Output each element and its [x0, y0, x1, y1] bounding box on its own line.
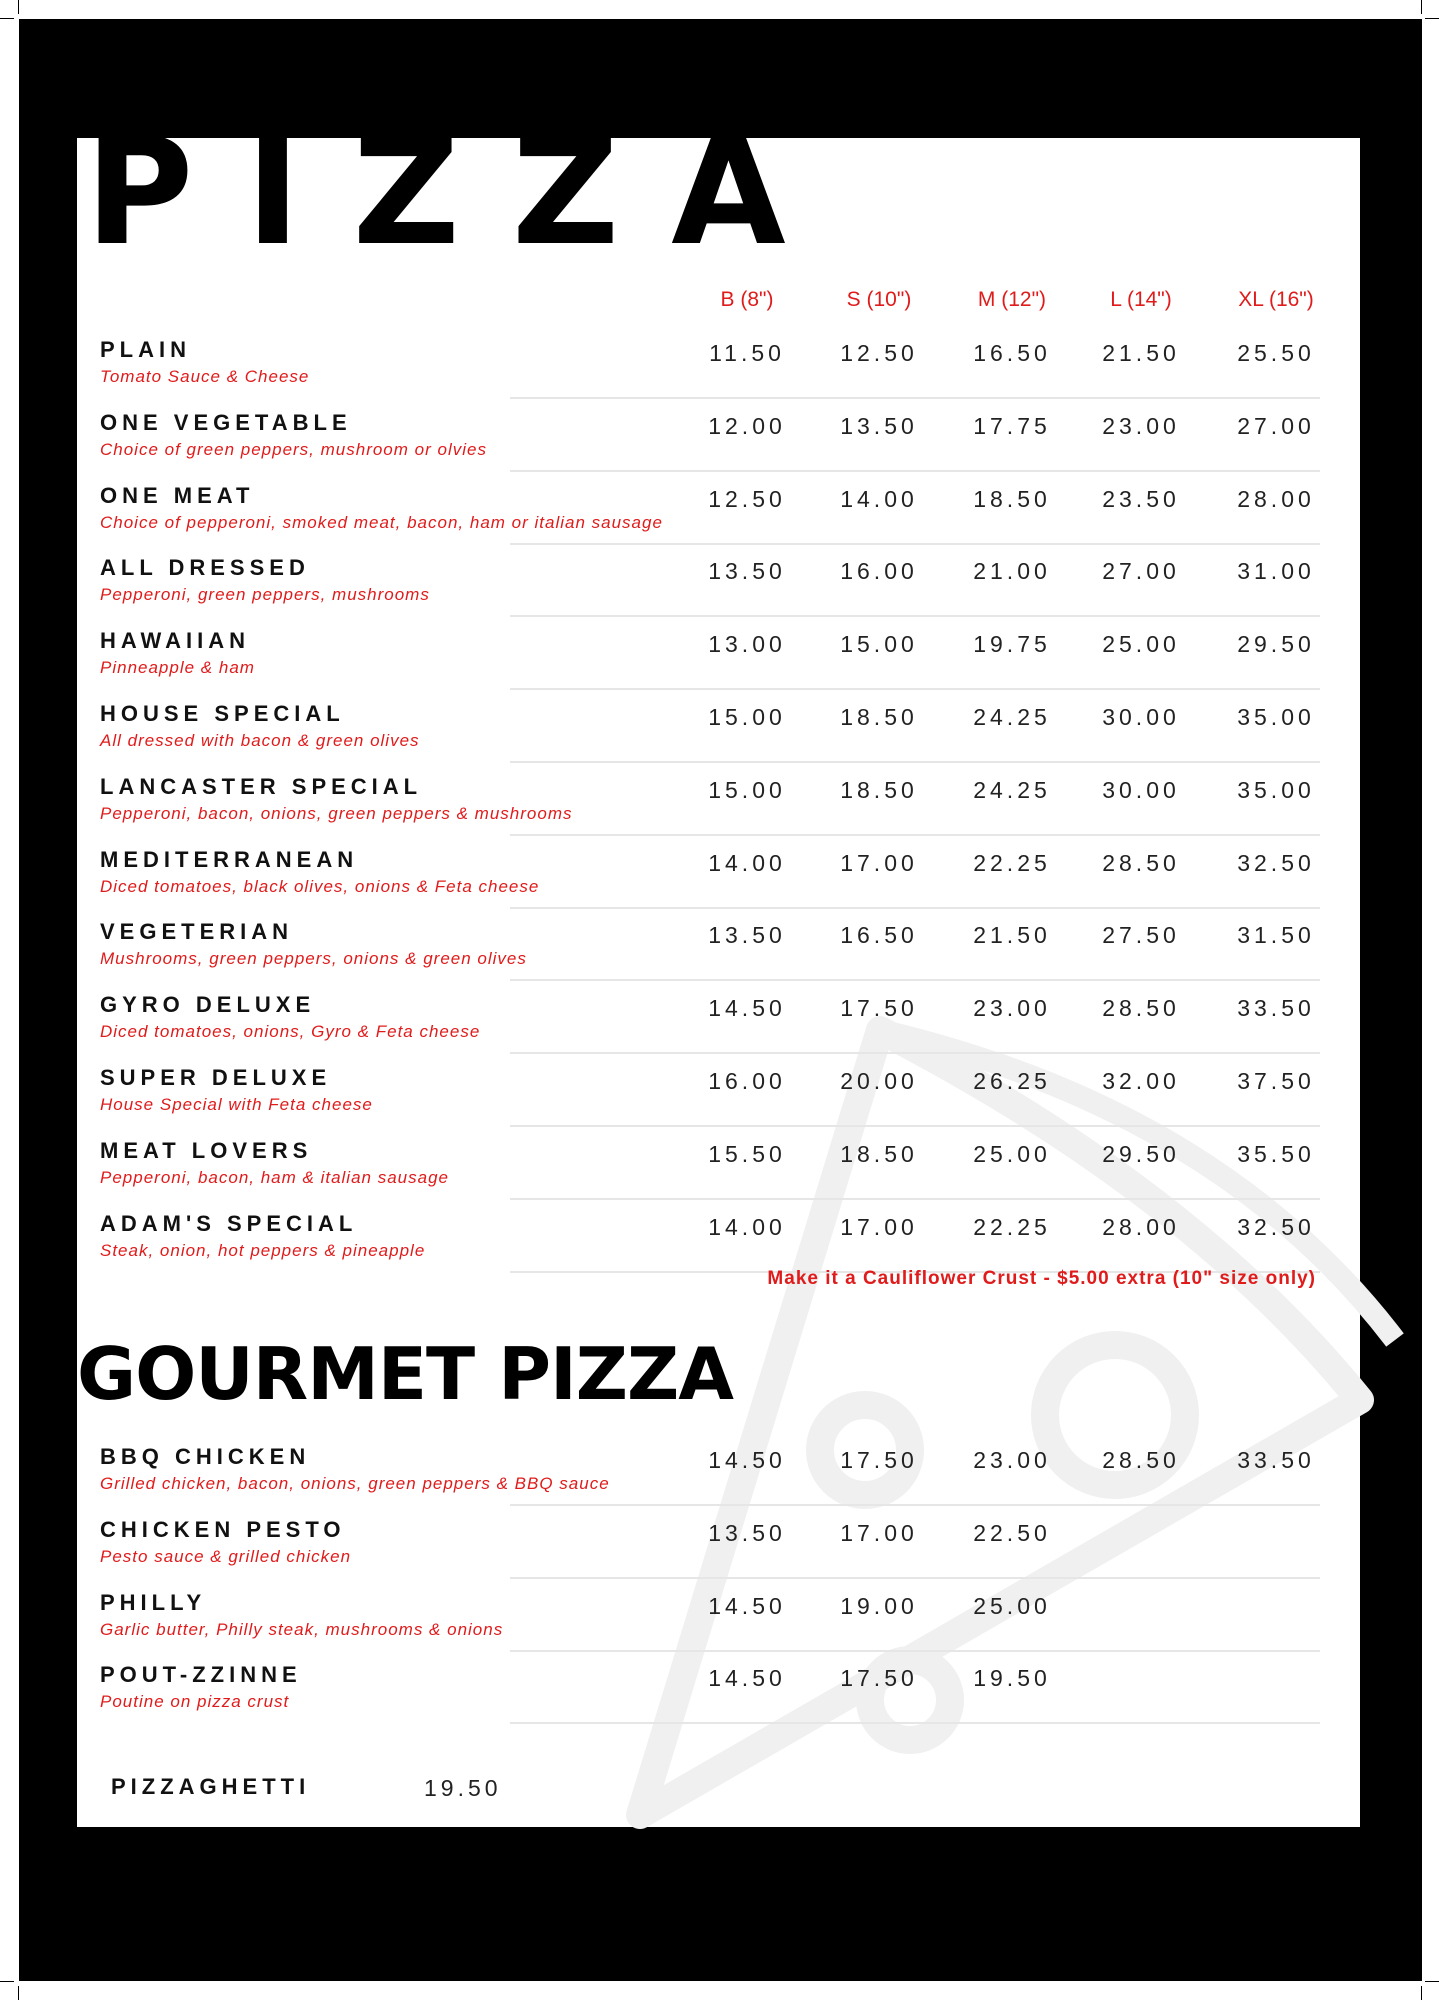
item-price: 12.50	[840, 340, 918, 366]
menu-item-row	[0, 1517, 1439, 1589]
item-price: 16.00	[840, 558, 918, 585]
row-divider	[510, 1577, 1320, 1579]
item-price: 18.50	[840, 1140, 918, 1167]
item-price: 17.00	[840, 1213, 918, 1240]
item-price: 28.50	[1102, 995, 1180, 1022]
row-divider	[510, 543, 1320, 545]
item-description: Diced tomatoes, black olives, onions & Feta cheese	[100, 876, 540, 896]
item-price: 22.25	[973, 1213, 1051, 1240]
row-divider	[510, 761, 1320, 763]
menu-item-row	[0, 1065, 1439, 1137]
item-price: 17.50	[840, 1665, 918, 1692]
item-price: 22.50	[973, 1519, 1051, 1546]
item-price: 14.50	[708, 1447, 786, 1473]
item-price: 18.50	[840, 704, 918, 730]
row-divider	[510, 1198, 1320, 1200]
item-price: 37.50	[1237, 1068, 1315, 1094]
item-price: 21.50	[973, 922, 1051, 949]
item-price: 17.50	[840, 995, 918, 1022]
row-divider	[510, 615, 1320, 617]
item-price: 32.00	[1102, 1068, 1180, 1094]
item-price: 27.00	[1237, 412, 1315, 439]
item-price: 23.00	[1102, 412, 1180, 439]
item-name: POUT-ZZINNE	[100, 1662, 302, 1688]
menu-item-row	[0, 992, 1439, 1064]
item-description: Choice of pepperoni, smoked meat, bacon, ham or italian sausage	[100, 512, 663, 532]
item-name: HAWAIIAN	[100, 628, 250, 654]
item-description: Pinneapple & ham	[100, 658, 255, 678]
menu-item-row	[0, 1662, 1439, 1734]
item-price: 17.00	[840, 1519, 918, 1546]
menu-item-row	[0, 774, 1439, 846]
item-name: GYRO DELUXE	[100, 992, 316, 1018]
item-name: ADAM'S SPECIAL	[100, 1210, 358, 1236]
item-price: 14.50	[708, 1665, 786, 1692]
item-price: 17.75	[973, 412, 1051, 439]
item-price: 23.00	[973, 1447, 1051, 1473]
item-price: 15.00	[708, 704, 786, 730]
item-price: 12.00	[708, 412, 786, 439]
item-price: 17.50	[840, 1447, 918, 1473]
menu-item-row	[0, 337, 1439, 409]
size-header: L (14")	[1110, 288, 1172, 311]
item-price: 14.00	[708, 1213, 786, 1240]
item-price: 14.50	[708, 1592, 786, 1619]
pizzaghetti-price: 19.50	[424, 1775, 502, 1801]
item-description: All dressed with bacon & green olives	[100, 731, 420, 750]
item-price: 13.50	[708, 1519, 786, 1546]
menu-item-row	[0, 847, 1439, 919]
item-price: 18.50	[840, 776, 918, 803]
item-name: SUPER DELUXE	[100, 1065, 332, 1090]
item-name: BBQ CHICKEN	[100, 1444, 311, 1469]
item-price: 16.50	[840, 922, 918, 949]
page-title: PIZZA	[85, 106, 838, 278]
item-price: 14.00	[708, 849, 786, 876]
item-price: 25.00	[973, 1592, 1051, 1619]
item-price: 30.00	[1102, 776, 1180, 803]
item-description: House Special with Feta cheese	[100, 1095, 373, 1114]
item-price: 32.50	[1237, 849, 1315, 876]
row-divider	[510, 1650, 1320, 1652]
item-price: 23.00	[973, 995, 1051, 1022]
item-price: 25.00	[973, 1140, 1051, 1167]
item-price: 31.00	[1237, 558, 1315, 585]
item-price: 14.50	[708, 995, 786, 1022]
item-price: 19.50	[973, 1665, 1051, 1692]
item-price: 15.00	[840, 631, 918, 658]
size-header: M (12")	[977, 288, 1047, 311]
row-divider	[510, 979, 1320, 981]
item-price: 27.00	[1102, 558, 1180, 585]
item-price: 25.00	[1102, 631, 1180, 658]
item-price: 28.50	[1102, 1447, 1180, 1473]
row-divider	[510, 907, 1320, 909]
size-header: B (8")	[720, 288, 774, 311]
item-price: 33.50	[1237, 995, 1315, 1022]
row-divider	[510, 1722, 1320, 1724]
item-name: LANCASTER SPECIAL	[100, 773, 423, 799]
item-price: 15.00	[708, 776, 786, 803]
item-price: 13.50	[840, 412, 918, 439]
item-price: 22.25	[973, 849, 1051, 876]
item-price: 27.50	[1102, 922, 1180, 949]
item-price: 19.00	[840, 1592, 918, 1619]
item-price: 35.50	[1237, 1140, 1315, 1167]
item-price: 14.00	[840, 485, 918, 512]
item-name: MEAT LOVERS	[100, 1137, 313, 1163]
item-price: 32.50	[1237, 1213, 1315, 1240]
item-price: 21.00	[973, 558, 1051, 585]
size-header: S (10")	[846, 288, 912, 311]
item-price: 12.50	[708, 485, 786, 512]
item-name: ONE MEAT	[100, 482, 255, 508]
menu-item-row	[0, 410, 1439, 482]
item-price: 31.50	[1237, 922, 1315, 949]
item-price: 24.25	[973, 704, 1051, 730]
item-description: Pepperoni, bacon, ham & italian sausage	[100, 1167, 449, 1187]
menu-item-row	[0, 701, 1439, 773]
item-description: Pepperoni, bacon, onions, green peppers & mushrooms	[100, 803, 573, 823]
item-name: VEGETERIAN	[100, 919, 294, 945]
menu-item-row	[0, 483, 1439, 555]
item-description: Pepperoni, green peppers, mushrooms	[100, 585, 430, 605]
item-price: 16.50	[973, 340, 1051, 366]
menu-item-row	[0, 919, 1439, 991]
item-price: 29.50	[1102, 1140, 1180, 1167]
menu-item-row	[0, 1138, 1439, 1210]
item-price: 24.25	[973, 776, 1051, 803]
item-name: PHILLY	[100, 1589, 207, 1615]
item-description: Tomato Sauce & Cheese	[100, 367, 310, 386]
item-description: Diced tomatoes, onions, Gyro & Feta cheese	[100, 1022, 481, 1042]
item-description: Choice of green peppers, mushroom or olvies	[100, 439, 487, 459]
item-price: 26.25	[973, 1068, 1051, 1094]
item-price: 28.00	[1237, 485, 1315, 512]
item-description: Garlic butter, Philly steak, mushrooms & onions	[100, 1619, 504, 1639]
item-name: ONE VEGETABLE	[100, 409, 352, 435]
cauliflower-note: Make it a Cauliflower Crust - $5.00 extra (10" size only)	[767, 1268, 1316, 1289]
row-divider	[510, 834, 1320, 836]
item-price: 16.00	[708, 1068, 786, 1094]
item-price: 17.00	[840, 849, 918, 876]
item-price: 13.50	[708, 558, 786, 585]
item-name: MEDITERRANEAN	[100, 846, 359, 872]
row-divider	[510, 1052, 1320, 1054]
menu-item-row	[0, 1444, 1439, 1516]
item-price: 25.50	[1237, 340, 1315, 366]
item-price: 35.00	[1237, 776, 1315, 803]
size-header: XL (16")	[1238, 288, 1314, 311]
item-price: 28.50	[1102, 849, 1180, 876]
pizzaghetti-name: PIZZAGHETTI	[111, 1774, 311, 1799]
item-price: 35.00	[1237, 704, 1315, 730]
menu-item-row	[0, 555, 1439, 627]
item-name: CHICKEN PESTO	[100, 1516, 346, 1542]
row-divider	[510, 397, 1320, 399]
item-price: 33.50	[1237, 1447, 1315, 1473]
item-description: Steak, onion, hot peppers & pineapple	[100, 1240, 426, 1260]
item-price: 30.00	[1102, 704, 1180, 730]
item-description: Pesto sauce & grilled chicken	[100, 1546, 352, 1566]
item-price: 18.50	[973, 485, 1051, 512]
gourmet-title: GOURMET PIZZA	[77, 1332, 733, 1416]
item-price: 29.50	[1237, 631, 1315, 658]
menu-item-row	[0, 1590, 1439, 1662]
item-name: PLAIN	[100, 337, 191, 362]
item-price: 28.00	[1102, 1213, 1180, 1240]
item-price: 19.75	[973, 631, 1051, 658]
item-price: 23.50	[1102, 485, 1180, 512]
item-name: HOUSE SPECIAL	[100, 701, 345, 726]
row-divider	[510, 1125, 1320, 1127]
item-price: 13.00	[708, 631, 786, 658]
item-name: ALL DRESSED	[100, 555, 310, 581]
row-divider	[510, 470, 1320, 472]
item-price: 11.50	[709, 340, 785, 366]
item-price: 21.50	[1102, 340, 1180, 366]
item-description: Mushrooms, green peppers, onions & green olives	[100, 949, 527, 969]
row-divider	[510, 688, 1320, 690]
item-description: Grilled chicken, bacon, onions, green peppers & BBQ sauce	[100, 1474, 610, 1493]
menu-item-row	[0, 628, 1439, 700]
item-description: Poutine on pizza crust	[100, 1692, 290, 1712]
item-price: 15.50	[708, 1140, 786, 1167]
item-price: 20.00	[840, 1068, 918, 1094]
item-price: 13.50	[708, 922, 786, 949]
row-divider	[510, 1504, 1320, 1506]
